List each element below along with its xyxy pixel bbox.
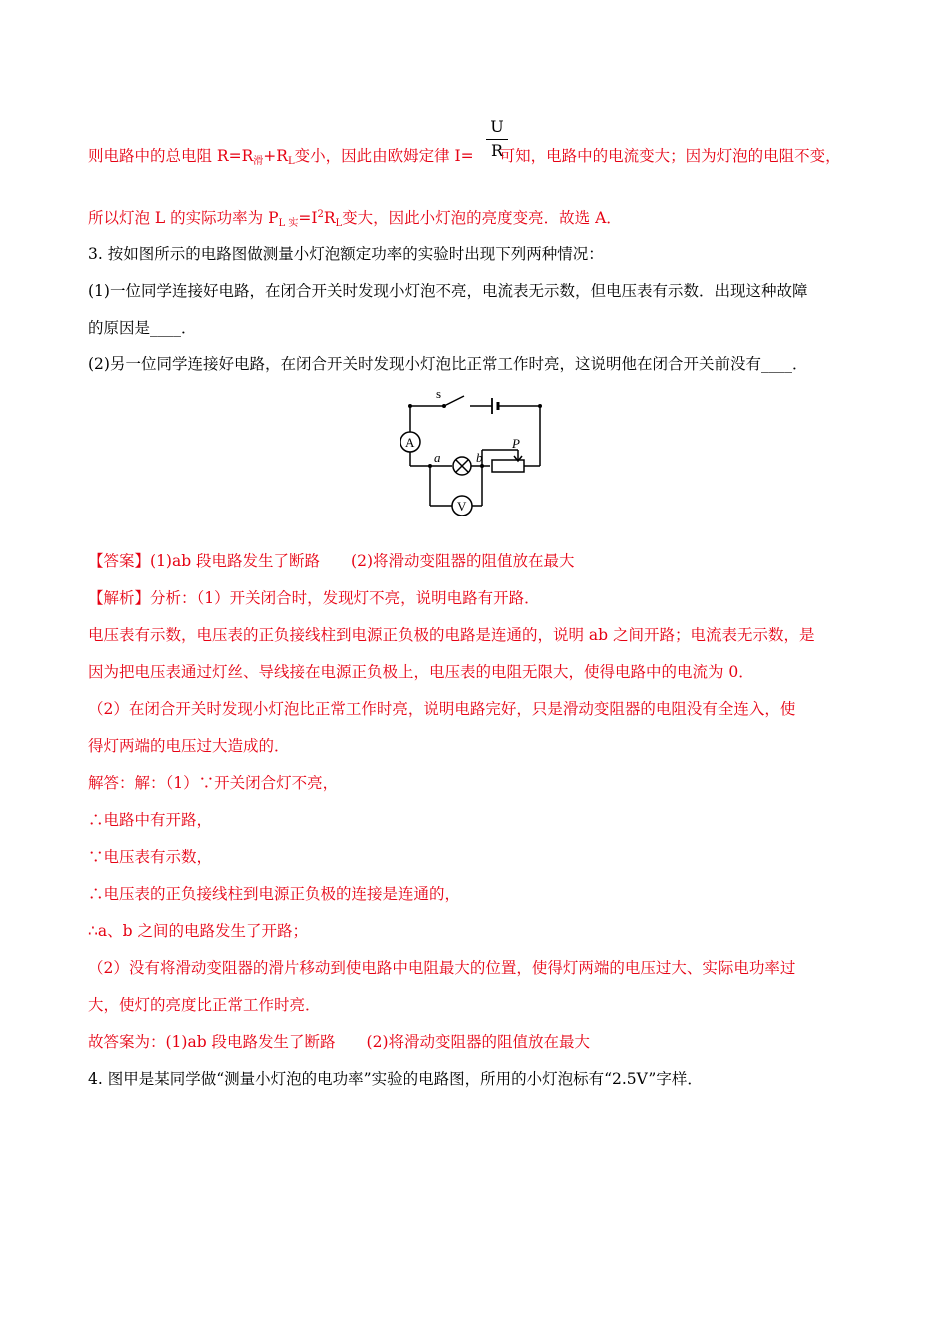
analysis-line-10: ∴a、b 之间的电路发生了开路； — [88, 922, 308, 940]
analysis-line-12: 大，使灯的亮度比正常工作时亮． — [88, 996, 321, 1014]
answer-tag: 【答案】 — [88, 552, 151, 570]
paragraph-total-resistance: 则电路中的总电阻 $R=R_滑+R_L$变小，因此由欧姆定律 I= 可知，电路中的电流变大；因为灯泡的电阻不变， — [88, 147, 841, 167]
analysis-line-8: ∵电压表有示数， — [88, 848, 213, 866]
analysis-line-3: 因为把电压表通过灯丝、导线接在电源正负极上，电压表的电阻无限大，使得电路中的电流为 0． — [88, 663, 754, 681]
circuit-diagram — [400, 384, 550, 516]
fraction-numerator: U — [486, 117, 508, 140]
fraction-denominator: R — [490, 141, 504, 160]
answer-text: (1)ab 段电路发生了断路 (2)将滑动变阻器的阻值放在最大 — [150, 552, 575, 570]
analysis-line-4: （2）在闭合开关时发现小灯泡比正常工作时亮，说明电路完好，只是滑动变阻器的电阻没有全连入，使 — [88, 700, 796, 718]
node-b-label: b — [476, 450, 483, 465]
question-3-part2: (2)另一位同学连接好电路，在闭合开关时发现小灯泡比正常工作时亮，这说明他在闭合开关前没有____． — [88, 355, 808, 373]
analysis-line-2: 电压表有示数，电压表的正负接线柱到电源正负极的电路是连通的，说明 ab 之间开路；电流表无示数，是 — [88, 626, 815, 644]
switch-label: s — [436, 386, 442, 401]
final-answer-line: 故答案为：(1)ab 段电路发生了断路 (2)将滑动变阻器的阻值放在最大 — [88, 1033, 591, 1051]
analysis-line-1: 【解析】分析：（1）开关闭合时，发现灯不亮，说明电路有开路． — [88, 589, 540, 607]
node-a-label: a — [434, 450, 441, 465]
analysis-line-6: 解答：解：（1）∵开关闭合灯不亮， — [88, 774, 339, 792]
analysis-line-5: 得灯两端的电压过大造成的． — [88, 737, 290, 755]
analysis-line-11: （2）没有将滑动变阻器的滑片移动到使电路中电阻最大的位置，使得灯两端的电压过大、实际电功率过 — [88, 959, 796, 977]
ammeter-label: A — [405, 435, 415, 450]
analysis-line-7: ∴电路中有开路， — [88, 811, 213, 829]
switch-blade — [444, 396, 464, 406]
analysis-line-9: ∴电压表的正负接线柱到电源正负极的连接是连通的， — [88, 885, 461, 903]
paragraph-actual-power: 所以灯泡 L 的实际功率为 $P_{L 实}=I^2R_L$变大，因此小灯泡的亮度变亮．故选 A． — [88, 209, 622, 229]
question-3-part1-blank: 的原因是____． — [88, 319, 197, 337]
voltmeter-label: V — [457, 499, 467, 514]
analysis-tag: 【解析】 — [88, 589, 151, 607]
question-3-title: 3. 按如图所示的电路图做测量小灯泡额定功率的实验时出现下列两种情况： — [88, 245, 604, 263]
rheostat-label: P — [512, 436, 520, 451]
answer-line — [88, 550, 575, 572]
question-4-title: 4. 图甲是某同学做“测量小灯泡的电功率”实验的电路图，所用的小灯泡标有“2.5V”字样． — [88, 1070, 703, 1088]
question-3-part1: (1)一位同学连接好电路，在闭合开关时发现小灯泡不亮，电流表无示数，但电压表有示数．出现这种故障 — [88, 282, 808, 300]
